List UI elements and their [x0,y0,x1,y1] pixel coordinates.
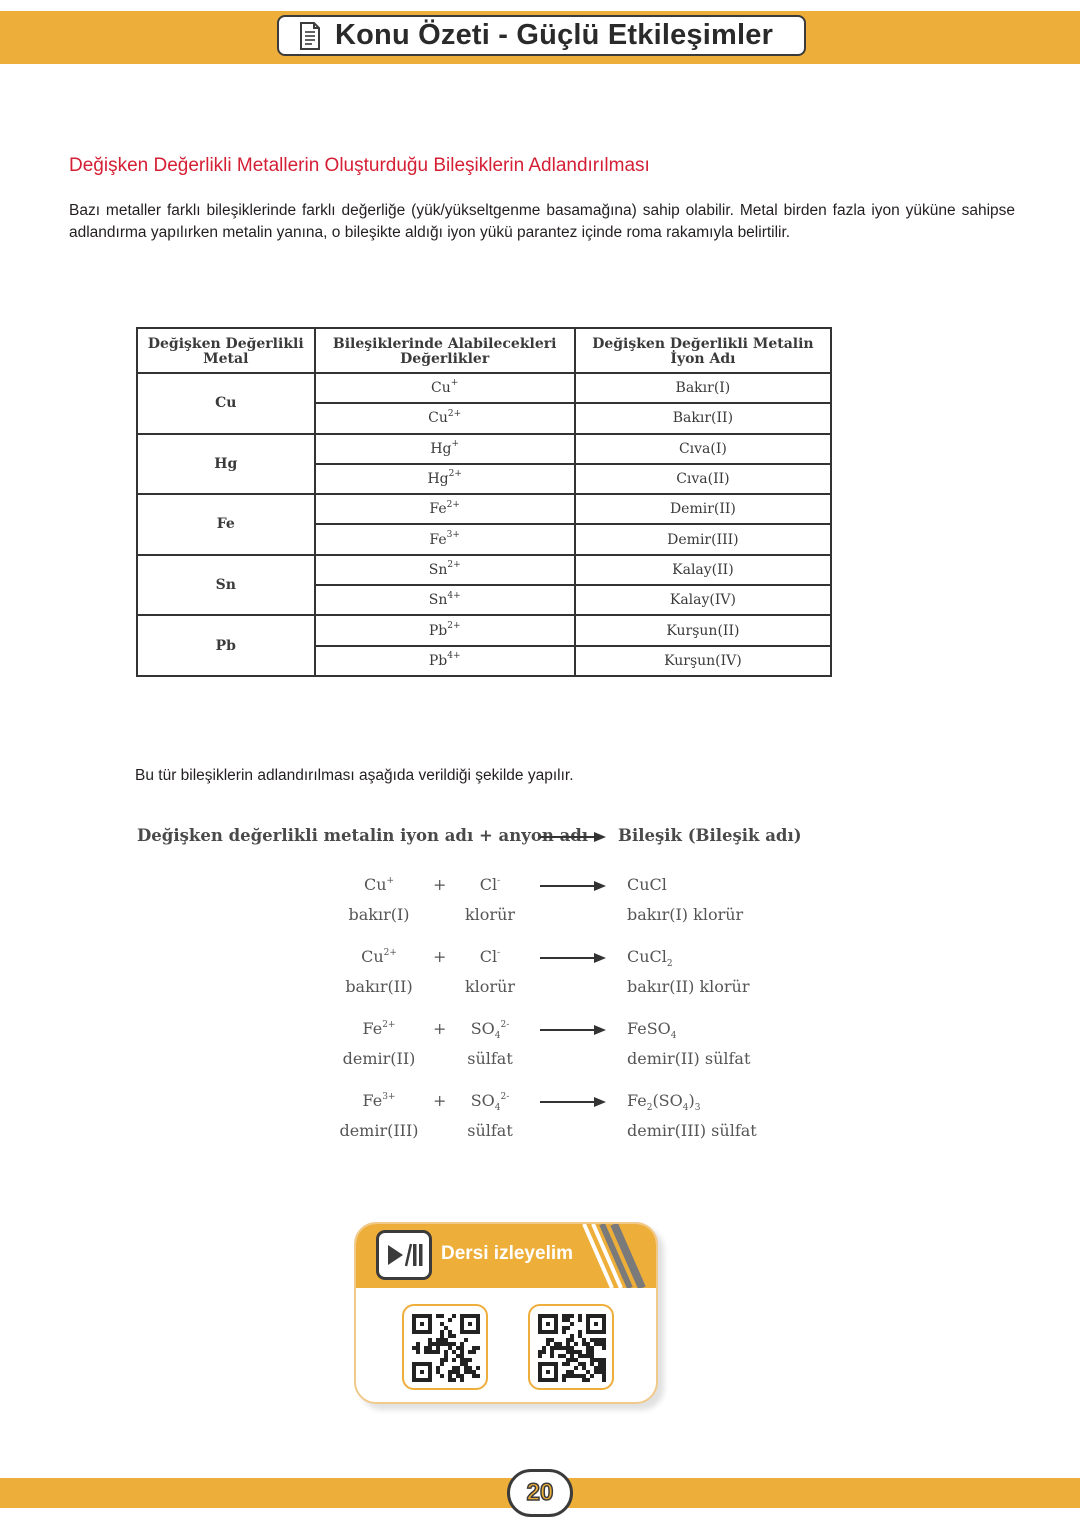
section-heading: Değişken Değerlikli Metallerin Oluşturduğu Bileşiklerin Adlandırılması [69,155,650,176]
example-plus: + [433,1019,447,1038]
anion-charge: - [497,947,501,958]
header-title-box [277,15,806,56]
qr-code-icon [412,1314,480,1382]
ion-charge: 2+ [448,469,462,480]
page-title: Konu Özeti - Güçlü Etkileşimler [335,19,774,51]
table-header-valences: Bileşiklerinde Alabilecekleri Değerlikler [315,328,575,373]
reaction-arrow-icon [540,1025,606,1035]
table-cell-ion-name: Kalay(II) [575,555,831,585]
table-cell-valence [315,494,575,524]
example-product: CuCl [627,875,667,894]
example-ion-name: demir(III) [339,1121,419,1140]
reaction-arrow-icon [540,881,606,891]
table-header-metal: Değişken Değerlikli Metal [137,328,315,373]
rule-right: Bileşik (Bileşik adı) [618,826,802,845]
table-cell-ion-name: Kalay(IV) [575,585,831,615]
example-anion [450,1091,530,1114]
ion-charge: 4+ [447,651,461,662]
anion-charge: 2- [500,1091,510,1102]
example-product: $Fe_2(SO_4)_3$ [627,1091,701,1114]
ion-charge: 2+ [447,408,462,419]
ion-charge: + [451,439,460,450]
play-pause-icon [379,1233,429,1277]
ion-symbol: Pb [428,652,448,669]
ion-charge: 2+ [383,947,397,958]
ion-charge: 2+ [447,560,461,571]
table-cell-metal: Hg [137,434,315,495]
qr-code-2[interactable] [528,1304,614,1390]
example-anion-name: klorür [464,905,516,924]
table-cell-ion-name: Kurşun(IV) [575,646,831,676]
table-cell-metal: Sn [137,555,315,616]
example-product-name: demir(II) sülfat [627,1049,751,1068]
table-cell-valence [315,464,575,494]
table-row [137,615,831,645]
example-anion-name: sülfat [467,1049,513,1068]
example-ion [329,1091,429,1110]
table-cell-valence [315,555,575,585]
decorative-stripes [582,1224,658,1288]
ion-charge: 4+ [447,590,461,601]
play-pause-button[interactable] [376,1230,432,1280]
table-row [137,373,831,403]
anion-symbol: Cl [479,875,498,894]
ion-symbol: Fe [362,1019,383,1038]
anion-symbol: SO [470,1019,495,1038]
example-product-name: demir(III) sülfat [627,1121,757,1140]
ion-symbol: Fe [429,531,447,548]
naming-note: Bu tür bileşiklerin adlandırılması aşağıda verildiği şekilde yapılır. [135,767,574,784]
ion-charge: 2+ [382,1019,396,1030]
example-ion-name: demir(II) [342,1049,416,1068]
example-anion [450,1019,530,1042]
ion-symbol: Sn [428,592,448,609]
example-ion [329,875,429,894]
table-row [137,494,831,524]
table-cell-valence [315,524,575,554]
table-cell-metal: Pb [137,615,315,676]
table-cell-ion-name: Kurşun(II) [575,615,831,645]
ion-symbol: Hg [430,440,452,457]
reaction-arrow-icon [540,1097,606,1107]
anion-subscript: 4 [494,1031,501,1042]
rule-arrow-icon [540,832,606,842]
page-number-badge [507,1469,573,1517]
intro-paragraph: Bazı metaller farklı bileşiklerinde farklı değerliğe (yük/yükseltgenme basamağına) sahip olabilir. Metal birden fazla iyon yüküne sahipse adlandırma yapılırken metalin yanına, o bileşikte aldığı iyon yükü parantez içinde roma rakamıyla belirtilir. [69,202,1015,241]
table-cell-ion-name: Demir(II) [575,494,831,524]
table-cell-ion-name: Cıva(II) [575,464,831,494]
table-cell-ion-name: Demir(III) [575,524,831,554]
anion-symbol: SO [470,1091,495,1110]
example-ion [329,1019,429,1038]
example-plus: + [433,947,447,966]
qr-code-icon [538,1314,606,1382]
reaction-arrow-icon [540,953,606,963]
table-header-ion-name: Değişken Değerlikli Metalin İyon Adı [575,328,831,373]
ion-symbol: Cu [431,380,451,397]
video-label: Dersi izleyelim [441,1243,574,1264]
table-header-row [137,328,831,373]
table-row [137,434,831,464]
example-product: CuCl$_2$ [627,947,673,970]
example-plus: + [433,875,447,894]
video-card[interactable] [354,1222,658,1404]
table-cell-valence [315,434,575,464]
ion-charge: 2+ [446,499,460,510]
table-cell-valence [315,403,575,433]
anion-charge: - [497,875,501,886]
example-product: FeSO$_4$ [627,1019,677,1042]
ion-charge: 3+ [382,1091,396,1102]
table-row [137,555,831,585]
table-cell-valence [315,373,575,403]
rule-left: Değişken değerlikli metalin iyon adı + anyon adı [137,826,589,845]
ion-symbol: Fe [429,501,447,518]
anion-subscript: 4 [494,1103,501,1114]
table-cell-metal: Fe [137,494,315,555]
ion-symbol: Hg [427,471,449,488]
qr-code-1[interactable] [402,1304,488,1390]
table-cell-valence [315,646,575,676]
document-icon [299,21,321,51]
page-number: 20 [526,1479,554,1506]
table-cell-metal: Cu [137,373,315,434]
example-product-name: bakır(II) klorür [627,977,750,996]
ion-symbol: Pb [428,622,448,639]
ion-charge: 3+ [446,529,460,540]
example-ion-name: bakır(I) [348,905,410,924]
video-card-header [356,1224,656,1288]
table-cell-ion-name: Cıva(I) [575,434,831,464]
example-ion [329,947,429,966]
valence-table [136,327,832,677]
example-anion [450,947,530,966]
ion-charge: 2+ [447,620,461,631]
example-product-name: bakır(I) klorür [627,905,744,924]
example-anion [450,875,530,894]
anion-charge: 2- [500,1019,510,1030]
ion-symbol: Sn [428,561,448,578]
ion-symbol: Cu [363,875,387,894]
ion-symbol: Cu [361,947,384,966]
ion-charge: + [450,378,459,389]
table-cell-valence [315,615,575,645]
example-plus: + [433,1091,447,1110]
example-anion-name: klorür [464,977,516,996]
example-anion-name: sülfat [467,1121,513,1140]
table-cell-ion-name: Bakır(I) [575,373,831,403]
table-cell-ion-name: Bakır(II) [575,403,831,433]
ion-charge: + [386,875,395,886]
example-ion-name: bakır(II) [345,977,413,996]
anion-symbol: Cl [479,947,498,966]
ion-symbol: Fe [362,1091,383,1110]
table-cell-valence [315,585,575,615]
ion-symbol: Cu [428,410,448,427]
